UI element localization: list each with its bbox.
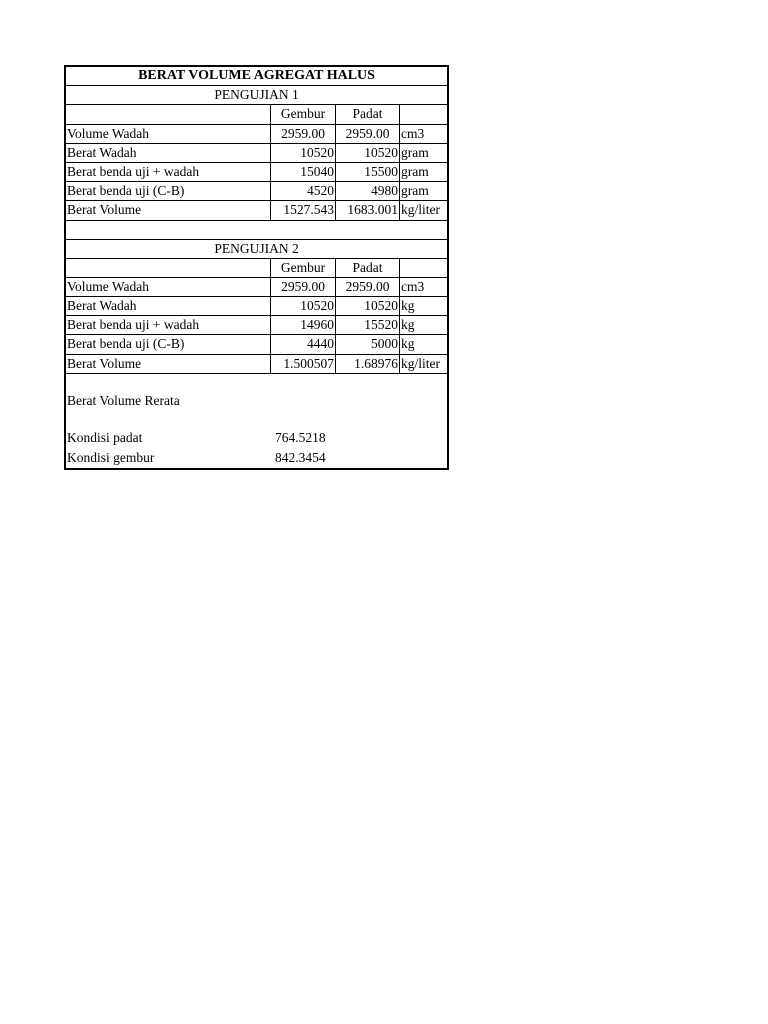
gembur-value: 4520 [271, 182, 336, 200]
table-row [66, 182, 447, 201]
unit-label: gram [401, 163, 429, 179]
sheet-title: BERAT VOLUME AGREGAT HALUS [138, 68, 375, 83]
spreadsheet-table [64, 65, 449, 470]
column-header-gembur: Gembur [271, 105, 336, 123]
column-header-blank [66, 105, 271, 123]
blank-row [66, 221, 447, 240]
summary-section [66, 374, 447, 468]
summary-heading-row [66, 391, 447, 411]
padat-value: 4980 [336, 182, 400, 200]
test-1-rows [66, 125, 447, 221]
padat-value: 10520 [336, 297, 400, 315]
test-2-rows [66, 278, 447, 374]
gembur-value: 2959.00 [271, 125, 336, 143]
table-row [66, 125, 447, 144]
summary-value: 764.5218 [275, 429, 326, 445]
row-label: Berat Wadah [66, 297, 271, 315]
gembur-value: 14960 [271, 316, 336, 334]
padat-value: 1683.001 [336, 201, 400, 219]
padat-value: 10520 [336, 144, 400, 162]
unit-label: gram [401, 144, 429, 160]
column-header-blank [66, 259, 271, 277]
summary-label: Kondisi gembur [67, 449, 155, 465]
gembur-value: 2959.00 [271, 278, 336, 296]
test-2-heading: PENGUJIAN 2 [214, 240, 299, 256]
padat-value: 2959.00 [336, 125, 400, 143]
unit-label: kg [401, 336, 415, 352]
table-row [66, 163, 447, 182]
table-row [66, 278, 447, 297]
unit-label: kg/liter [401, 355, 440, 371]
table-row [66, 297, 447, 316]
column-header-gembur: Gembur [271, 259, 336, 277]
unit-label: cm3 [401, 125, 425, 141]
table-row [66, 316, 447, 335]
summary-row-gembur [66, 448, 447, 468]
row-label: Berat Volume [66, 201, 271, 219]
row-label: Berat benda uji + wadah [66, 316, 271, 334]
unit-label: kg [401, 317, 415, 333]
column-header-padat: Padat [336, 105, 400, 123]
column-header-unit [400, 105, 447, 123]
gembur-value: 1.500507 [271, 355, 336, 373]
summary-label: Kondisi padat [67, 429, 143, 445]
row-label: Volume Wadah [66, 125, 271, 143]
test-1-column-header-row [66, 105, 447, 124]
gembur-value: 4440 [271, 335, 336, 353]
column-header-unit [400, 259, 447, 277]
padat-value: 15520 [336, 316, 400, 334]
summary-heading: Berat Volume Rerata [67, 392, 180, 408]
test-1-heading-row [66, 86, 447, 105]
gembur-value: 15040 [271, 163, 336, 181]
row-label: Berat Volume [66, 355, 271, 373]
unit-label: cm3 [401, 278, 425, 294]
test-2-column-header-row [66, 259, 447, 278]
row-label: Volume Wadah [66, 278, 271, 296]
unit-label: kg/liter [401, 202, 440, 218]
table-row [66, 355, 447, 374]
unit-label: gram [401, 183, 429, 199]
table-row [66, 335, 447, 354]
padat-value: 5000 [336, 335, 400, 353]
test-1-heading: PENGUJIAN 1 [214, 87, 299, 103]
title-row [66, 67, 447, 86]
summary-row-padat [66, 428, 447, 448]
row-label: Berat Wadah [66, 144, 271, 162]
row-label: Berat benda uji (C-B) [66, 182, 271, 200]
column-header-padat: Padat [336, 259, 400, 277]
unit-label: kg [401, 298, 415, 314]
gembur-value: 10520 [271, 144, 336, 162]
summary-value: 842.3454 [275, 449, 326, 465]
gembur-value: 1527.543 [271, 201, 336, 219]
table-row [66, 201, 447, 220]
row-label: Berat benda uji (C-B) [66, 335, 271, 353]
padat-value: 15500 [336, 163, 400, 181]
test-2-heading-row [66, 240, 447, 259]
row-label: Berat benda uji + wadah [66, 163, 271, 181]
padat-value: 1.68976 [336, 355, 400, 373]
table-row [66, 144, 447, 163]
padat-value: 2959.00 [336, 278, 400, 296]
gembur-value: 10520 [271, 297, 336, 315]
